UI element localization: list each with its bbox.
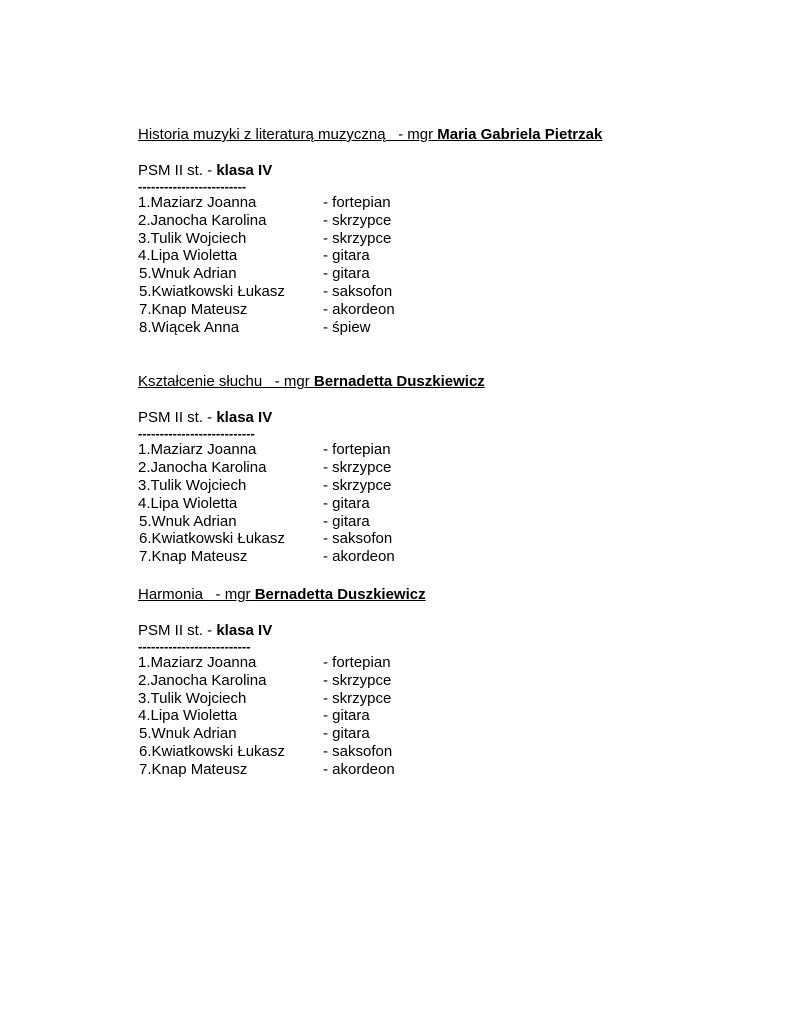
subject-name: Historia muzyki z literaturą muzyczną [138, 126, 386, 143]
student-row [138, 725, 738, 743]
student-name: 6.Kwiatkowski Łukasz [139, 530, 285, 548]
student-list [138, 194, 738, 336]
class-name: klasa IV [216, 162, 273, 179]
student-instrument: - gitara [323, 707, 370, 725]
student-row [138, 761, 738, 779]
teacher-prefix: - mgr [385, 126, 438, 143]
student-name: 2.Janocha Karolina [138, 459, 267, 477]
student-instrument: - gitara [323, 265, 370, 283]
class-prefix: PSM II st. - [138, 409, 217, 427]
section-harmonia [138, 586, 738, 779]
student-name: 8.Wiącek Anna [139, 318, 240, 336]
student-list [138, 441, 738, 566]
class-prefix: PSM II st. - [138, 162, 217, 179]
student-row [138, 459, 738, 477]
class-name: klasa IV [216, 621, 273, 639]
dash-separator: --------------------------- [138, 426, 255, 442]
student-instrument: - akordeon [323, 300, 395, 318]
student-row [138, 495, 738, 513]
student-name: 3.Tulik Wojciech [138, 229, 247, 247]
teacher-prefix: - mgr [203, 585, 255, 603]
student-name: 4.Lipa Wioletta [138, 247, 238, 265]
student-name: 5.Kwiatkowski Łukasz [139, 282, 285, 300]
section-historia-muzyki [138, 126, 738, 336]
student-row [138, 247, 738, 265]
student-instrument: - fortepian [323, 653, 391, 671]
student-name: 1.Maziarz Joanna [138, 194, 257, 211]
class-name: klasa IV [216, 409, 273, 427]
student-instrument: - gitara [323, 725, 370, 743]
student-row [138, 477, 738, 495]
class-line [138, 622, 738, 640]
student-row [138, 707, 738, 725]
student-row [138, 513, 738, 531]
student-instrument: - gitara [323, 494, 370, 512]
dash-separator: -------------------------- [138, 638, 251, 654]
student-instrument: - gitara [323, 247, 370, 265]
student-instrument: - akordeon [323, 760, 395, 778]
student-name: 2.Janocha Karolina [138, 671, 267, 689]
student-row [138, 441, 738, 459]
section-heading [138, 586, 738, 604]
student-instrument: - akordeon [323, 548, 395, 566]
student-name: 5.Wnuk Adrian [139, 265, 237, 283]
student-name: 5.Wnuk Adrian [139, 512, 237, 530]
student-instrument: - skrzypce [323, 229, 392, 247]
section-heading [138, 373, 738, 391]
student-row [138, 672, 738, 690]
subject-name: Harmonia [138, 585, 204, 603]
student-row [138, 743, 738, 761]
class-prefix: PSM II st. - [138, 621, 217, 639]
section-heading [138, 126, 738, 144]
teacher-name: Bernadetta Duszkiewicz [313, 373, 485, 391]
class-line [138, 162, 738, 180]
student-row [138, 654, 738, 672]
student-row [138, 530, 738, 548]
dash-separator: ------------------------- [138, 179, 247, 194]
student-instrument: - skrzypce [323, 689, 392, 707]
student-name: 1.Maziarz Joanna [138, 653, 257, 671]
student-instrument: - gitara [323, 512, 370, 530]
class-line [138, 409, 738, 427]
student-row [138, 283, 738, 301]
student-name: 4.Lipa Wioletta [138, 707, 238, 725]
student-name: 7.Knap Mateusz [139, 760, 248, 778]
student-instrument: - fortepian [323, 194, 391, 211]
student-row [138, 194, 738, 212]
student-instrument: - saksofon [323, 742, 393, 760]
student-name: 5.Wnuk Adrian [139, 725, 237, 743]
subject-name: Kształcenie słuchu [138, 373, 263, 391]
student-list [138, 654, 738, 779]
student-name: 4.Lipa Wioletta [138, 494, 238, 512]
student-instrument: - saksofon [323, 530, 393, 548]
student-instrument: - skrzypce [323, 476, 392, 494]
section-ksztalcenie-sluchu [138, 373, 738, 566]
student-instrument: - skrzypce [323, 459, 392, 477]
teacher-prefix: - mgr [262, 373, 314, 391]
student-instrument: - śpiew [323, 318, 371, 336]
student-name: 6.Kwiatkowski Łukasz [139, 742, 285, 760]
document-page [138, 126, 738, 779]
student-instrument: - saksofon [323, 282, 393, 300]
student-name: 7.Knap Mateusz [139, 548, 248, 566]
student-name: 1.Maziarz Joanna [138, 441, 257, 459]
student-row [138, 230, 738, 248]
student-name: 7.Knap Mateusz [139, 300, 248, 318]
student-row [138, 301, 738, 319]
student-row [138, 690, 738, 708]
teacher-name: Maria Gabriela Pietrzak [437, 126, 603, 143]
student-row [138, 212, 738, 230]
student-name: 3.Tulik Wojciech [138, 476, 247, 494]
student-name: 3.Tulik Wojciech [138, 689, 247, 707]
teacher-name: Bernadetta Duszkiewicz [254, 585, 426, 603]
student-instrument: - skrzypce [323, 671, 392, 689]
student-row [138, 265, 738, 283]
student-instrument: - skrzypce [323, 211, 392, 229]
student-instrument: - fortepian [323, 441, 391, 459]
student-name: 2.Janocha Karolina [138, 211, 267, 229]
student-row [138, 319, 738, 337]
student-row [138, 548, 738, 566]
